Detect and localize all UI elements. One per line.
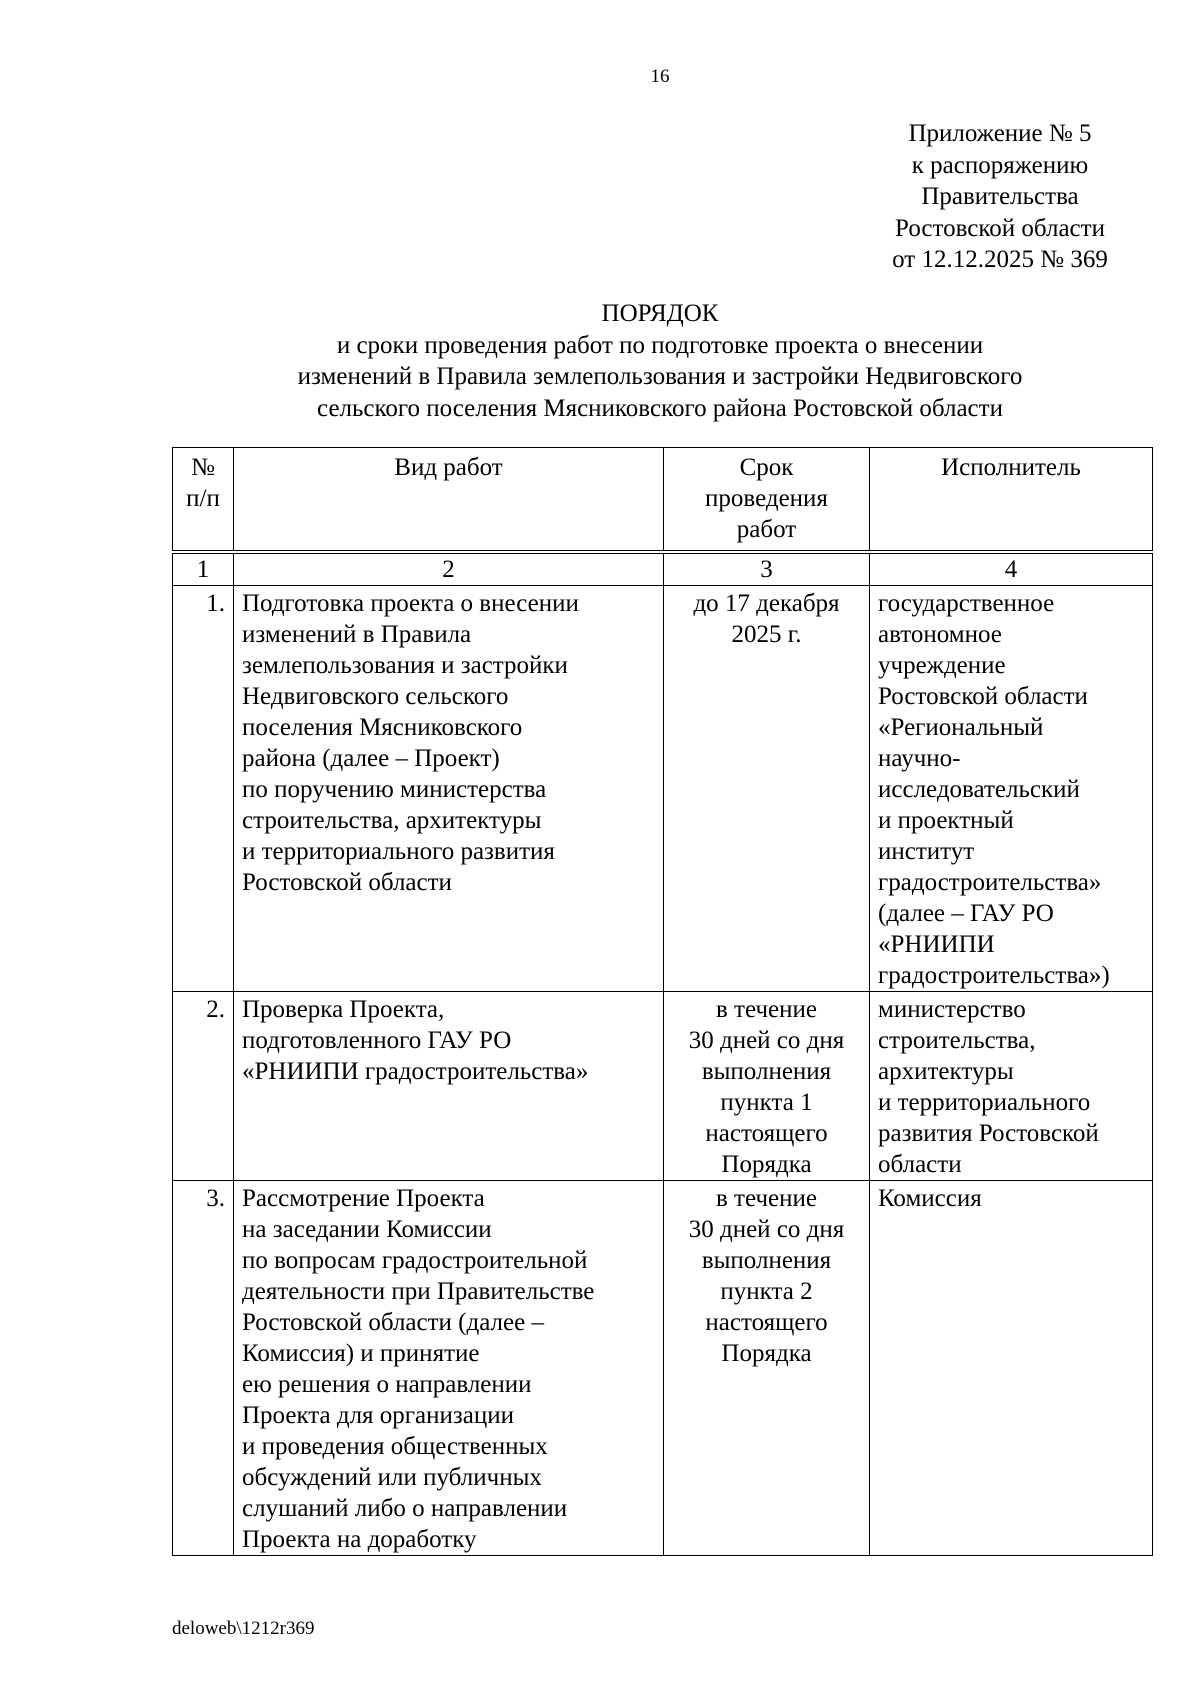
term-line: настоящего <box>705 1120 828 1147</box>
work-line: Рассмотрение Проекта <box>242 1185 485 1212</box>
page-number: 16 <box>650 66 670 87</box>
appendix-line: Приложение № 5 <box>908 120 1092 147</box>
term-line: выполнения <box>701 1058 832 1085</box>
work-line: обсуждений или публичных <box>242 1464 542 1491</box>
executor-cell <box>870 992 1153 1181</box>
work-line: района (далее – Проект) <box>242 745 500 772</box>
executor-line: и проектный <box>878 807 1014 834</box>
executor-line: институт <box>878 838 975 865</box>
work-line: подготовленного ГАУ РО <box>242 1027 512 1054</box>
term-line: Порядка <box>721 1151 812 1178</box>
executor-line: научно- <box>878 745 961 772</box>
work-line: по вопросам градостроительной <box>242 1247 588 1274</box>
executor-line: (далее – ГАУ РО <box>878 900 1054 927</box>
term-cell <box>664 992 870 1181</box>
work-line: строительства, архитектуры <box>242 807 542 834</box>
executor-line: области <box>878 1151 962 1178</box>
header-term-line: проведения <box>705 485 828 512</box>
work-line: и проведения общественных <box>242 1433 548 1460</box>
term-line: 30 дней со дня <box>688 1027 845 1054</box>
document-title <box>180 298 1140 424</box>
header-cell-number <box>173 448 234 553</box>
term-line: пункта 1 <box>720 1089 813 1116</box>
executor-line: развития Ростовской <box>878 1120 1099 1147</box>
work-cell <box>234 992 664 1181</box>
work-line: Ростовской области <box>242 869 452 896</box>
executor-line: «Региональный <box>878 714 1044 741</box>
header-term-line: работ <box>736 516 797 543</box>
column-number-cell: 3 <box>664 552 870 586</box>
term-line: в течение <box>716 1185 817 1212</box>
work-line: Проверка Проекта, <box>242 996 445 1023</box>
column-number-cell: 4 <box>870 552 1153 586</box>
column-number-cell: 2 <box>234 552 664 586</box>
work-line: изменений в Правила <box>242 621 472 648</box>
executor-cell <box>870 1181 1153 1556</box>
term-line: настоящего <box>705 1309 828 1336</box>
work-line: ею решения о направлении <box>242 1371 532 1398</box>
header-cell-executor <box>870 448 1153 553</box>
executor-line: государственное <box>878 590 1055 617</box>
work-line: слушаний либо о направлении <box>242 1495 568 1522</box>
term-line: 2025 г. <box>731 621 802 648</box>
executor-line: автономное <box>878 621 1002 648</box>
appendix-line: к распоряжению <box>911 151 1089 179</box>
title-line: и сроки проведения работ по подготовке проекта о внесении <box>336 331 984 359</box>
executor-line: Комиссия <box>878 1185 982 1212</box>
row-number-cell: 1. <box>173 586 234 992</box>
work-line: Подготовка проекта о внесении <box>242 590 579 617</box>
term-line: до 17 декабря <box>693 590 840 617</box>
work-line: землепользования и застройки <box>242 652 568 679</box>
work-line: по поручению министерства <box>242 776 547 803</box>
document-code: deloweb\1212r369 <box>172 1618 315 1639</box>
table-row <box>173 1181 1153 1556</box>
row-number-cell: 2. <box>173 992 234 1181</box>
term-line: пункта 2 <box>720 1278 813 1305</box>
appendix-line: Правительства <box>921 183 1079 210</box>
work-line: деятельности при Правительстве <box>242 1278 595 1305</box>
work-line: Проекта для организации <box>242 1402 515 1429</box>
work-line: и территориального развития <box>242 838 555 865</box>
table-row <box>173 992 1153 1181</box>
term-line: выполнения <box>701 1247 832 1274</box>
executor-line: архитектуры <box>878 1058 1014 1085</box>
table-header-row <box>173 448 1153 553</box>
executor-line: и территориального <box>878 1089 1091 1116</box>
appendix-line: от 12.12.2025 № 369 <box>892 246 1108 273</box>
column-number-row <box>173 552 1153 586</box>
executor-line: «РНИИПИ <box>878 931 995 958</box>
term-line: Порядка <box>721 1340 812 1367</box>
table-row <box>173 586 1153 992</box>
work-line: Проекта на доработку <box>242 1526 477 1553</box>
executor-line: градостроительства») <box>878 962 1110 989</box>
works-table <box>172 447 1153 1556</box>
executor-cell <box>870 586 1153 992</box>
work-line: «РНИИПИ градостроительства» <box>242 1058 589 1085</box>
executor-line: учреждение <box>878 652 1006 679</box>
row-number-cell: 3. <box>173 1181 234 1556</box>
work-line: Недвиговского сельского <box>242 683 509 710</box>
executor-line: министерство <box>878 996 1026 1023</box>
title-line: сельского поселения Мясниковского района Ростовской области <box>317 394 1003 422</box>
work-line: Ростовской области (далее – <box>242 1309 544 1336</box>
header-number-line: п/п <box>186 485 220 512</box>
executor-line: градостроительства» <box>878 869 1102 896</box>
header-cell-term <box>664 448 870 553</box>
appendix-block <box>830 118 1170 276</box>
term-cell <box>664 586 870 992</box>
appendix-line: Ростовской области <box>895 214 1105 242</box>
header-executor-line: Исполнитель <box>941 454 1081 481</box>
executor-line: строительства, <box>878 1027 1036 1054</box>
work-cell <box>234 586 664 992</box>
header-term-line: Срок <box>739 454 794 481</box>
header-number-line: № <box>191 454 215 481</box>
work-cell <box>234 1181 664 1556</box>
header-work-line: Вид работ <box>394 454 503 481</box>
term-line: 30 дней со дня <box>688 1216 845 1243</box>
term-line: в течение <box>716 996 817 1023</box>
column-number-cell: 1 <box>173 552 234 586</box>
title-heading: ПОРЯДОК <box>601 300 719 327</box>
work-line: поселения Мясниковского <box>242 714 523 741</box>
executor-line: Ростовской области <box>878 683 1088 710</box>
header-cell-work <box>234 448 664 553</box>
term-cell <box>664 1181 870 1556</box>
work-line: на заседании Комиссии <box>242 1216 492 1243</box>
title-line: изменений в Правила землепользования и застройки Недвиговского <box>297 363 1023 390</box>
work-line: Комиссия) и принятие <box>242 1340 480 1367</box>
executor-line: исследовательский <box>878 776 1080 803</box>
